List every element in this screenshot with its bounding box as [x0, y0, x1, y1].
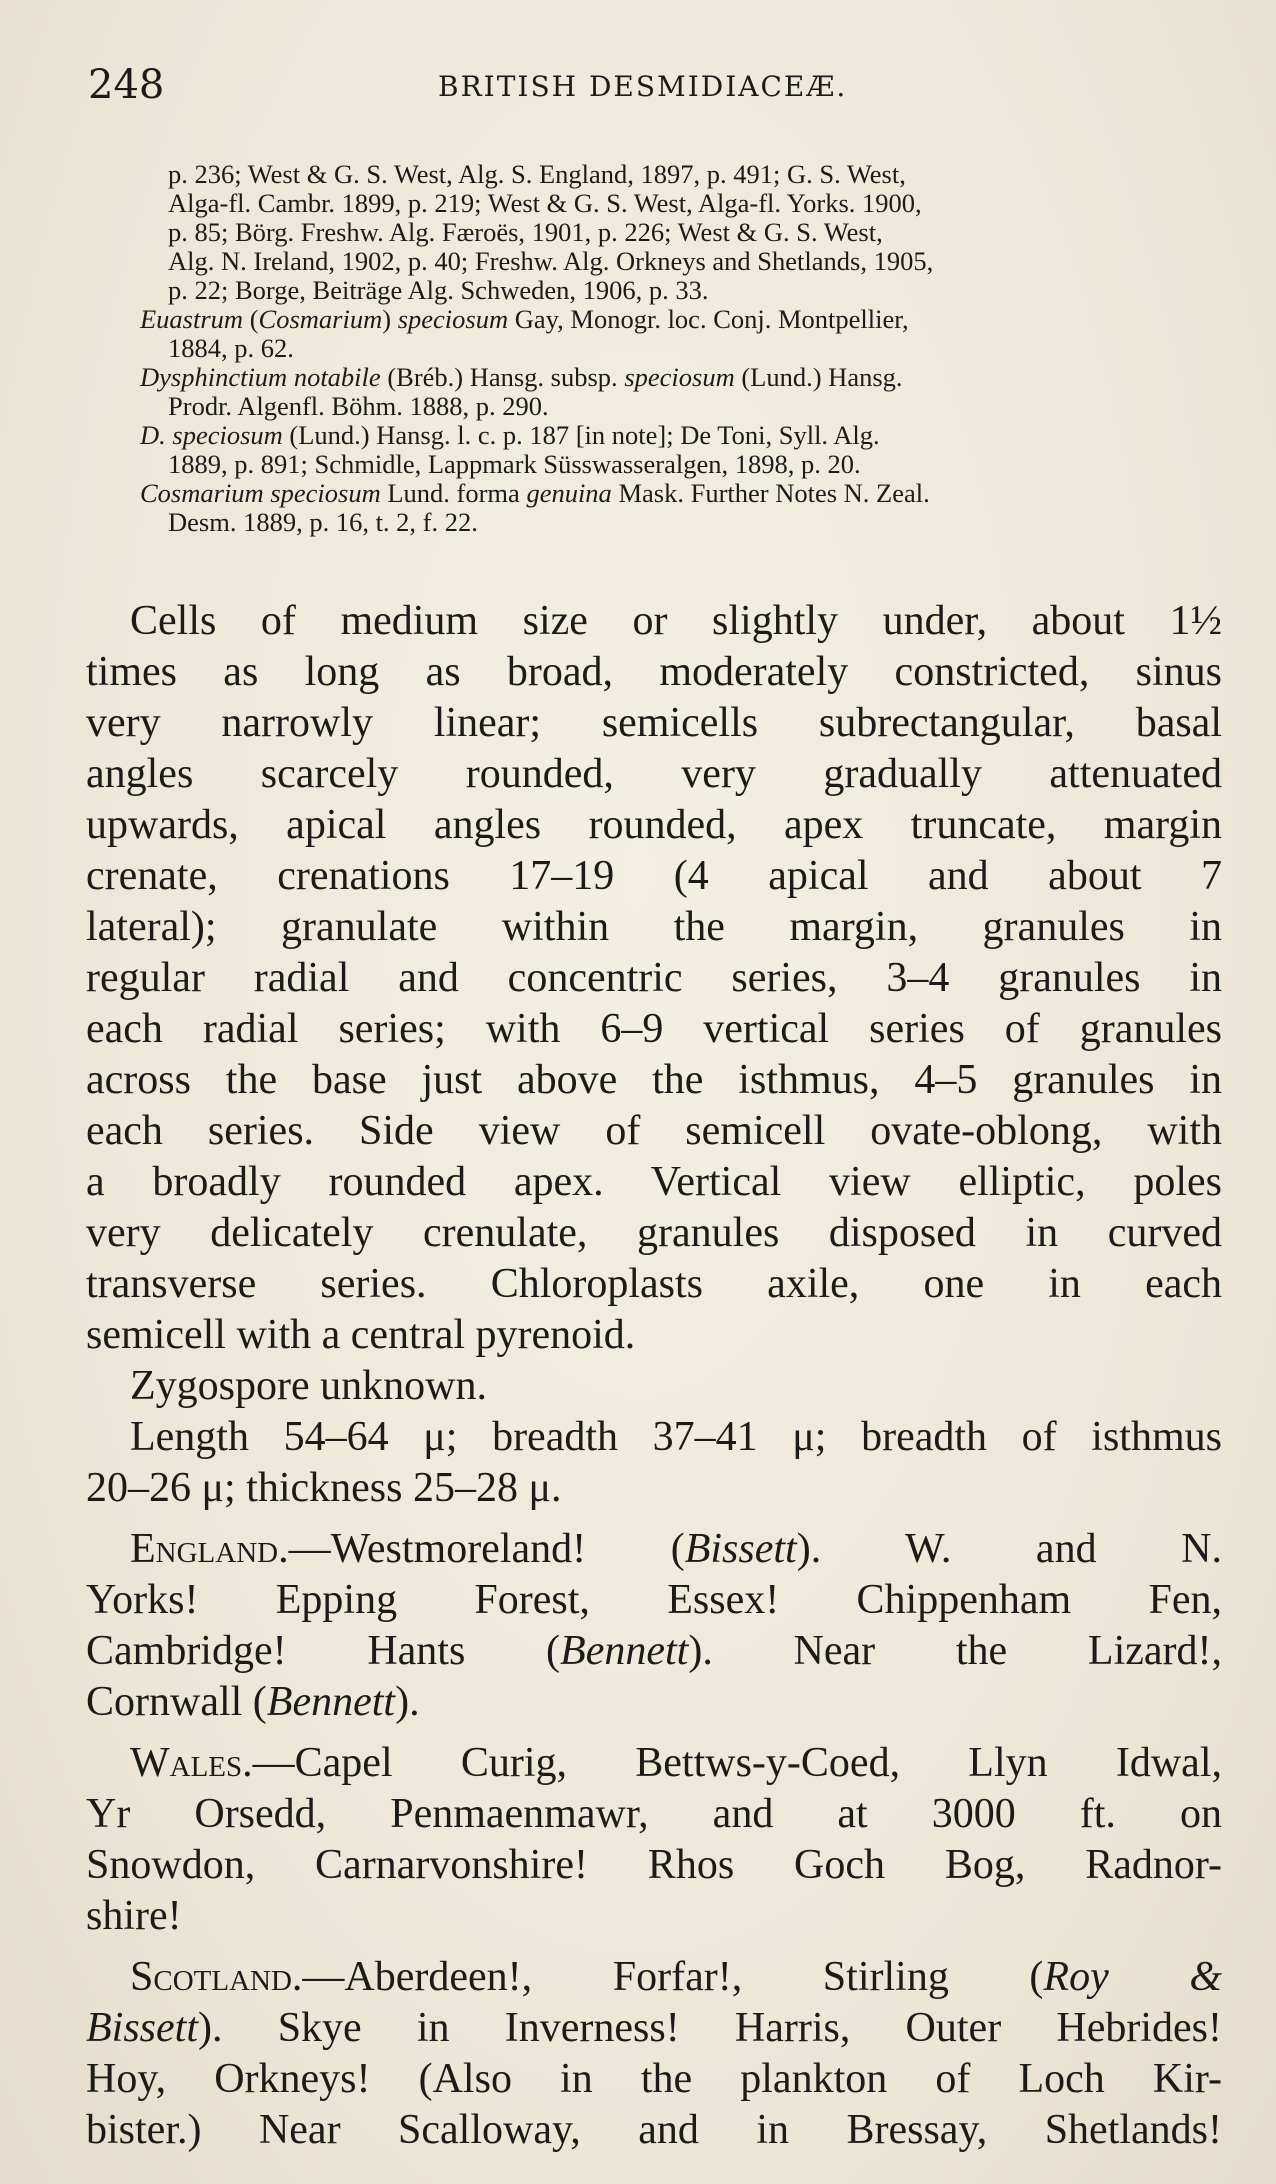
text-run: Zygospore unknown.	[130, 1363, 487, 1409]
text-run: shire!	[86, 1893, 182, 1939]
synonymy-line	[140, 392, 1220, 421]
synonymy-line	[140, 189, 1220, 218]
text-run: Bissett	[684, 1526, 797, 1572]
text-run: Yr Orsedd, Penmaenmawr, and at 3000 ft. on	[86, 1791, 1222, 1837]
text-run: each series. Side view of semicell ovate-oblong, with	[86, 1108, 1222, 1154]
text-run: (	[243, 304, 259, 334]
text-line	[86, 1575, 1222, 1626]
text-line	[86, 1626, 1222, 1677]
synonymy-line	[140, 363, 1220, 392]
text-line	[86, 596, 1222, 647]
text-run: p. 22; Borge, Beiträge Alg. Schweden, 1906, p. 33.	[168, 275, 709, 305]
text-line	[86, 1463, 1222, 1514]
text-run: ).	[395, 1679, 420, 1725]
text-line	[86, 1106, 1222, 1157]
text-line	[86, 1208, 1222, 1259]
text-run: semicell with a central pyrenoid.	[86, 1312, 636, 1358]
synonymy-line	[140, 421, 1220, 450]
synonymy-line	[140, 479, 1220, 508]
text-run: Prodr. Algenfl. Böhm. 1888, p. 290.	[168, 391, 549, 421]
text-run: times as long as broad, moderately constricted, sinus	[86, 649, 1222, 695]
text-run: Bennett	[560, 1628, 689, 1674]
text-line	[86, 698, 1222, 749]
text-run: Bennett	[266, 1679, 396, 1725]
text-line	[86, 2003, 1222, 2054]
text-run: each radial series; with 6–9 vertical series of granules	[86, 1006, 1222, 1052]
text-run: Alg. N. Ireland, 1902, p. 40; Freshw. Alg. Orkneys and Shetlands, 1905,	[168, 246, 934, 276]
text-run: Dysphinctium notabile	[140, 362, 381, 392]
text-run: Cornwall (	[86, 1679, 267, 1725]
text-run: 1884, p. 62.	[168, 333, 294, 363]
text-run: ). W. and N.	[796, 1526, 1222, 1572]
text-run: (Lund.) Hansg. l. c. p. 187 [in note]; De Toni, Syll. Alg.	[282, 420, 880, 450]
text-line	[86, 1789, 1222, 1840]
text-line	[86, 1259, 1222, 1310]
text-line	[86, 2105, 1222, 2156]
text-run: across the base just above the isthmus, 4–5 granules in	[86, 1057, 1222, 1103]
text-run: very narrowly linear; semicells subrectangular, basal	[86, 700, 1222, 746]
text-run: Desm. 1889, p. 16, t. 2, f. 22.	[168, 507, 478, 537]
text-run: (Bréb.) Hansg. subsp.	[380, 362, 625, 392]
text-run: 20–26 μ; thickness 25–28 μ.	[86, 1465, 562, 1511]
text-run: Lund. forma	[380, 478, 527, 508]
running-title: BRITISH DESMIDIACEÆ.	[438, 70, 848, 103]
text-run: genuina	[526, 478, 612, 508]
text-run: .—Aberdeen!, Forfar!, Stirling (	[291, 1954, 1044, 2000]
text-run: .—Westmoreland! (	[278, 1526, 685, 1572]
synonymy-line	[140, 160, 1220, 189]
text-run: bister.) Near Scalloway, and in Bressay, Shetlands!	[86, 2107, 1222, 2153]
synonymy-line	[140, 218, 1220, 247]
text-line	[86, 1361, 1222, 1412]
text-line	[86, 749, 1222, 800]
synonymy-line	[140, 305, 1220, 334]
synonymy-block	[140, 160, 1220, 537]
synonymy-line	[140, 247, 1220, 276]
text-run: transverse series. Chloroplasts axile, one in each	[86, 1261, 1222, 1307]
text-line	[86, 1412, 1222, 1463]
text-run: angles scarcely rounded, very gradually attenuated	[86, 751, 1222, 797]
text-line	[86, 2054, 1222, 2105]
text-run: .—Capel Curig, Bettws-y-Coed, Llyn Idwal,	[242, 1740, 1222, 1786]
text-run: Euastrum	[140, 304, 244, 334]
text-run: speciosum	[624, 362, 735, 392]
text-run: ). Skye in Inverness! Harris, Outer Hebrides!	[198, 2005, 1222, 2051]
text-line	[86, 1891, 1222, 1942]
text-run: very delicately crenulate, granules disposed in curved	[86, 1210, 1222, 1256]
text-line	[86, 851, 1222, 902]
text-run: )	[382, 304, 398, 334]
page-header	[88, 62, 1216, 112]
text-line	[86, 1952, 1222, 2003]
text-run: regular radial and concentric series, 3–4 granules in	[86, 955, 1222, 1001]
text-run: Roy &	[1043, 1954, 1222, 2000]
text-run: Bissett	[86, 2005, 198, 2051]
description-block	[86, 596, 1222, 2156]
text-line	[86, 902, 1222, 953]
text-line	[86, 1157, 1222, 1208]
text-run: speciosum	[397, 304, 509, 334]
text-run: Snowdon, Carnarvonshire! Rhos Goch Bog, Radnor-	[86, 1842, 1222, 1888]
text-run: Cambridge! Hants (	[86, 1628, 561, 1674]
text-run: Alga-fl. Cambr. 1899, p. 219; West & G. S. West, Alga-fl. Yorks. 1900,	[168, 188, 922, 218]
text-line	[86, 953, 1222, 1004]
page-number: 248	[88, 62, 165, 108]
text-run: (Lund.) Hansg.	[734, 362, 903, 392]
text-run: Scotland	[130, 1954, 292, 2000]
text-run: a broadly rounded apex. Vertical view elliptic, poles	[86, 1159, 1222, 1205]
text-run: Cosmarium	[258, 304, 383, 334]
synonymy-line	[140, 276, 1220, 305]
text-run: p. 236; West & G. S. West, Alg. S. England, 1897, p. 491; G. S. West,	[168, 159, 906, 189]
text-run: Wales	[130, 1740, 243, 1786]
text-line	[86, 1310, 1222, 1361]
synonymy-line	[140, 334, 1220, 363]
text-run: Yorks! Epping Forest, Essex! Chippenham Fen,	[86, 1577, 1222, 1623]
text-run: ). Near the Lizard!,	[688, 1628, 1222, 1674]
text-run: D. speciosum	[140, 420, 283, 450]
text-line	[86, 1524, 1222, 1575]
text-line	[86, 1738, 1222, 1789]
text-run: Cells of medium size or slightly under, about 1½	[130, 598, 1222, 644]
text-run: Mask. Further Notes N. Zeal.	[611, 478, 930, 508]
text-line	[86, 1004, 1222, 1055]
text-run: upwards, apical angles rounded, apex truncate, margin	[86, 802, 1222, 848]
text-line	[86, 647, 1222, 698]
text-run: p. 85; Börg. Freshw. Alg. Færoës, 1901, p. 226; West & G. S. West,	[168, 217, 883, 247]
synonymy-line	[140, 450, 1220, 479]
text-run: Gay, Monogr. loc. Conj. Montpellier,	[508, 304, 909, 334]
text-run: lateral); granulate within the margin, granules in	[86, 904, 1222, 950]
text-run: England	[130, 1526, 279, 1572]
text-run: Hoy, Orkneys! (Also in the plankton of Loch Kir-	[86, 2056, 1222, 2102]
text-line	[86, 1840, 1222, 1891]
text-run: 1889, p. 891; Schmidle, Lappmark Süsswasseralgen, 1898, p. 20.	[168, 449, 861, 479]
text-run: crenate, crenations 17–19 (4 apical and about 7	[86, 853, 1222, 899]
synonymy-line	[140, 508, 1220, 537]
text-run: Cosmarium speciosum	[140, 478, 381, 508]
text-line	[86, 800, 1222, 851]
text-run: Length 54–64 μ; breadth 37–41 μ; breadth of isthmus	[130, 1414, 1222, 1460]
text-line	[86, 1055, 1222, 1106]
text-line	[86, 1677, 1222, 1728]
